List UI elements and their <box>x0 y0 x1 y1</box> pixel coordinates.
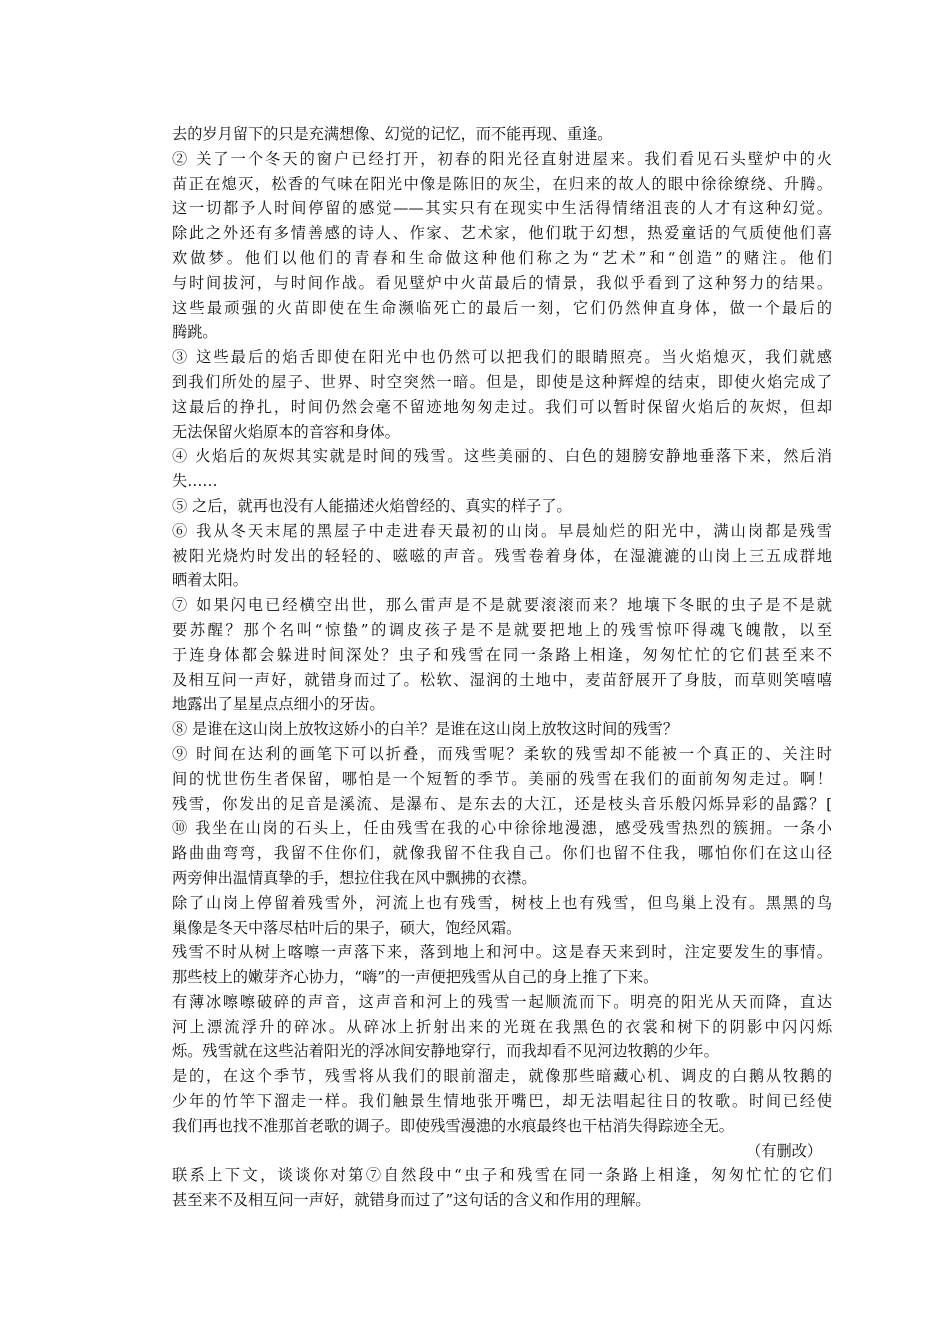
text-line: 残雪，你发出的足音是溪流、是瀑布、是东去的大江，还是枝头音乐般闪烁异彩的晶露？[ <box>172 794 832 813</box>
text-line: ⑦ 如果闪电已经横空出世，那么雷声是不是就要滚滚而来？地壤下冬眠的虫子是不是就 <box>172 596 832 615</box>
text-line: 到我们所处的屋子、世界、时空突然一暗。但是，即使是这种辉煌的结束，即使火焰完成了 <box>172 372 832 391</box>
text-line: 苗正在熄灭，松香的气味在阳光中像是陈旧的灰尘，在归来的故人的眼中徐徐缭绕、升腾。 <box>172 174 832 193</box>
text-line: ⑩ 我坐在山岗的石头上，任由残雪在我的心中徐徐地漫漶，感受残雪热烈的簇拥。一条小 <box>172 819 832 838</box>
text-line: 腾跳。 <box>172 323 218 342</box>
text-line: ⑥ 我从冬天末尾的黑屋子中走进春天最初的山岗。早晨灿烂的阳光中，满山岗都是残雪 <box>172 521 832 540</box>
text-line: 残雪不时从树上喀嚓一声落下来，落到地上和河中。这是春天来到时，注定要发生的事情。 <box>172 943 832 962</box>
text-line: 去的岁月留下的只是充满想像、幻觉的记忆，而不能再现、重逢。 <box>172 125 613 143</box>
text-line: 晒着太阳。 <box>172 571 248 590</box>
text-line: 少年的竹竿下溜走一样。我们触景生情地张开嘴巴，却无法唱起往日的牧歌。时间已经使 <box>172 1092 832 1111</box>
text-line: 路曲曲弯弯，我留不住你们，就像我留不住我自己。你们也留不住我，哪怕你们在这山径 <box>172 844 832 863</box>
text-line: 欢做梦。他们以他们的青春和生命做这种他们称之为“艺术”和“创造”的赌注。他们 <box>172 248 832 267</box>
text-line: 除此之外还有多情善感的诗人、作家、艺术家，他们耽于幻想，热爱童话的气质使他们喜 <box>172 224 832 243</box>
text-line: 这一切都予人时间停留的感觉——其实只有在现实中生活得情绪沮丧的人才有这种幻觉。 <box>172 199 832 218</box>
text-line: 我们再也找不准那首老歌的调子。即使残雪漫漶的水痕最终也干枯消失得踪迹全无。 <box>172 1116 734 1135</box>
text-line: 河上漂流浮升的碎冰。从碎冰上折射出来的光斑在我黑色的衣裳和树下的阴影中闪闪烁 <box>172 1017 832 1036</box>
text-line: 两旁伸出温情真挚的手，想拉住我在风中飘拂的衣襟。 <box>172 868 537 887</box>
text-line: 被阳光烧灼时发出的轻轻的、嗞嗞的声音。残雪卷着身体，在湿漉漉的山岗上三五成群地 <box>172 546 832 565</box>
text-line: 除了山岗上停留着残雪外，河流上也有残雪，树枝上也有残雪，但鸟巢上没有。黑黑的鸟 <box>172 893 832 912</box>
text-line: 间的忧世伤生者保留，哪怕是一个短暂的季节。美丽的残雪在我们的面前匆匆走过。啊！ <box>172 769 832 788</box>
text-line: ⑧ 是谁在这山岗上放牧这娇小的白羊？是谁在这山岗上放牧这时间的残雪？ <box>172 720 679 739</box>
text-line: 及相互问一声好，就错身而过了。松软、湿润的土地中，麦苗舒展开了身肢，而草则笑嘻嘻 <box>172 670 832 689</box>
question-line: 联系上下文，谈谈你对第⑦自然段中“虫子和残雪在同一条路上相逢，匆匆忙忙的它们 <box>172 1166 832 1185</box>
question-line: 甚至来不及相互问一声好，就错身而过了”这句话的含义和作用的理解。 <box>172 1191 651 1210</box>
text-line: 于连身体都会躲进时间深处？虫子和残雪在同一条路上相逢，匆匆忙忙的它们甚至来不 <box>172 645 832 664</box>
text-line: 烁。残雪就在这些沾着阳光的浮冰间安静地穿行，而我却看不见河边牧鹅的少年。 <box>172 1042 719 1061</box>
text-line: 与时间拔河，与时间作战。看见壁炉中火苗最后的情景，我似乎看到了这种努力的结果。 <box>172 273 832 292</box>
text-line: 巢像是冬天中落尽枯叶后的果子，硕大，饱经风霜。 <box>172 918 522 937</box>
text-line: 那些枝上的嫩芽齐心协力，“嗨”的一声便把残雪从自己的身上推了下来。 <box>172 968 659 987</box>
text-line: 这些最顽强的火苗即使在生命濒临死亡的最后一刻，它们仍然伸直身体，做一个最后的 <box>172 298 832 317</box>
text-line: ④ 火焰后的灰烬其实就是时间的残雪。这些美丽的、白色的翅膀安静地垂落下来，然后消 <box>172 447 832 466</box>
source-note: （有删改） <box>746 1141 822 1160</box>
text-line: 要苏醒？那个名叫“惊蛰”的调皮孩子是不是就要把地上的残雪惊吓得魂飞魄散，以至 <box>172 620 832 639</box>
text-line: 无法保留火焰原本的音容和身体。 <box>172 422 400 441</box>
text-line: 是的，在这个季节，残雪将从我们的眼前溜走，就像那些暗藏心机、调皮的白鹅从牧鹅的 <box>172 1067 832 1086</box>
text-line: 这最后的挣扎，时间仍然会毫不留迹地匆匆走过。我们可以暂时保留火焰后的灰烬，但却 <box>172 397 832 416</box>
text-line: ⑨ 时间在达利的画笔下可以折叠，而残雪呢？柔软的残雪却不能被一个真正的、关注时 <box>172 744 832 763</box>
text-line: ③ 这些最后的焰舌即使在阳光中也仍然可以把我们的眼睛照亮。当火焰熄灭，我们就感 <box>172 348 832 367</box>
text-line: ⑤ 之后，就再也没有人能描述火焰曾经的、真实的样子了。 <box>172 496 572 515</box>
text-line: 地露出了星星点点细小的牙齿。 <box>172 695 385 714</box>
text-line: 有薄冰嚓嚓破碎的声音，这声音和河上的残雪一起顺流而下。明亮的阳光从天而降，直达 <box>172 992 832 1011</box>
text-line: 失…… <box>172 472 218 491</box>
text-line: ② 关了一个冬天的窗户已经打开，初春的阳光径直射进屋来。我们看见石头壁炉中的火 <box>172 149 832 168</box>
